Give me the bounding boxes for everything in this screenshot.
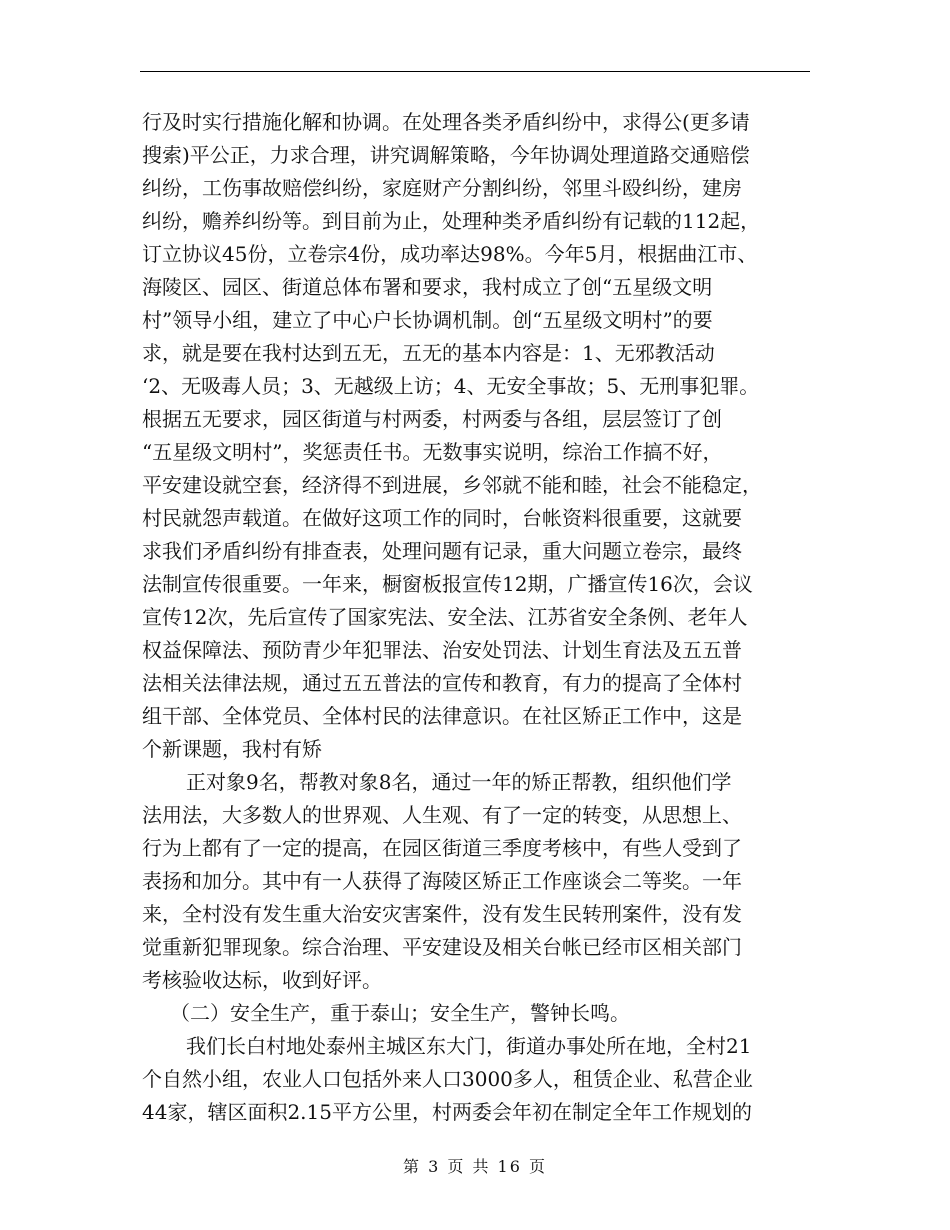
section-heading: （二）安全生产，重于泰山；安全生产，警钟长鸣。	[170, 1001, 630, 1025]
page-number: 第 3 页 共 16 页	[403, 1157, 547, 1176]
text-line: 觉重新犯罪现象。综合治理、平安建设及相关台帐已经市区相关部门	[142, 935, 742, 959]
text-line: 我们长白村地处泰州主城区东大门，街道办事处所在地，全村21	[186, 1034, 752, 1058]
text-line: 海陵区、园区、街道总体布署和要求，我村成立了创“五星级文明	[142, 275, 713, 299]
text-line: 法制宣传很重要。一年来，橱窗板报宣传12期，广播宣传16次，会议	[142, 572, 753, 596]
text-line: 个自然小组，农业人口包括外来人口3000多人，租赁企业、私营企业	[142, 1067, 753, 1091]
text-line: 法相关法律法规，通过五五普法的宣传和教育，有力的提高了全体村	[142, 671, 742, 695]
text-line: 考核验收达标，收到好评。	[142, 968, 382, 992]
header-rule	[140, 71, 810, 72]
text-line: 纠纷，工伤事故赔偿纠纷，家庭财产分割纠纷，邻里斗殴纠纷，建房	[142, 176, 742, 200]
text-line: 宣传12次，先后宣传了国家宪法、安全法、江苏省安全条例、老年人	[142, 605, 748, 629]
text-line: 个新课题，我村有矫	[142, 737, 322, 761]
text-line: 权益保障法、预防青少年犯罪法、治安处罚法、计划生育法及五五普	[142, 638, 742, 662]
text-line: 根据五无要求，园区街道与村两委，村两委与各组，层层签订了创	[142, 407, 722, 431]
text-line: 求，就是要在我村达到五无，五无的基本内容是：1、无邪教活动	[142, 341, 715, 365]
document-body	[142, 106, 814, 1129]
text-line: ‘2、无吸毒人员；3、无越级上访；4、无安全事故；5、无刑事犯罪。	[142, 374, 760, 398]
text-line: 村”领导小组，建立了中心户长协调机制。创“五星级文明村”的要	[142, 308, 713, 332]
text-line: 44家，辖区面积2.15平方公里，村两委会年初在制定全年工作规划的	[142, 1100, 752, 1124]
text-line: 行为上都有了一定的提高，在园区街道三季度考核中，有些人受到了	[142, 836, 742, 860]
text-line: 组干部、全体党员、全体村民的法律意识。在社区矫正工作中，这是	[142, 704, 742, 728]
text-line: 法用法，大多数人的世界观、人生观、有了一定的转变，从思想上、	[142, 803, 742, 827]
text-line: 表扬和加分。其中有一人获得了海陵区矫正工作座谈会二等奖。一年	[142, 869, 742, 893]
text-line: 平安建设就空套，经济得不到进展，乡邻就不能和睦，社会不能稳定，	[142, 473, 762, 497]
text-line: 正对象9名，帮教对象8名，通过一年的矫正帮教，组织他们学	[186, 770, 732, 794]
text-line: 纠纷，赡养纠纷等。到目前为止，处理种类矛盾纠纷有记载的112起，	[142, 209, 761, 233]
text-line: 搜索)平公正，力求合理，讲究调解策略，今年协调处理道路交通赔偿	[142, 143, 750, 167]
text-line: 来，全村没有发生重大治安灾害案件，没有发生民转刑案件，没有发	[142, 902, 742, 926]
text-line: 村民就怨声载道。在做好这项工作的同时，台帐资料很重要，这就要	[142, 506, 742, 530]
text-line: 行及时实行措施化解和协调。在处理各类矛盾纠纷中，求得公(更多请	[142, 110, 750, 134]
text-line: 订立协议45份，立卷宗4份，成功率达98%。今年5月，根据曲江市、	[142, 242, 758, 266]
text-line: “五星级文明村”，奖惩责任书。无数事实说明，综治工作搞不好，	[142, 440, 723, 464]
text-line: 求我们矛盾纠纷有排查表，处理问题有记录，重大问题立卷宗，最终	[142, 539, 742, 563]
